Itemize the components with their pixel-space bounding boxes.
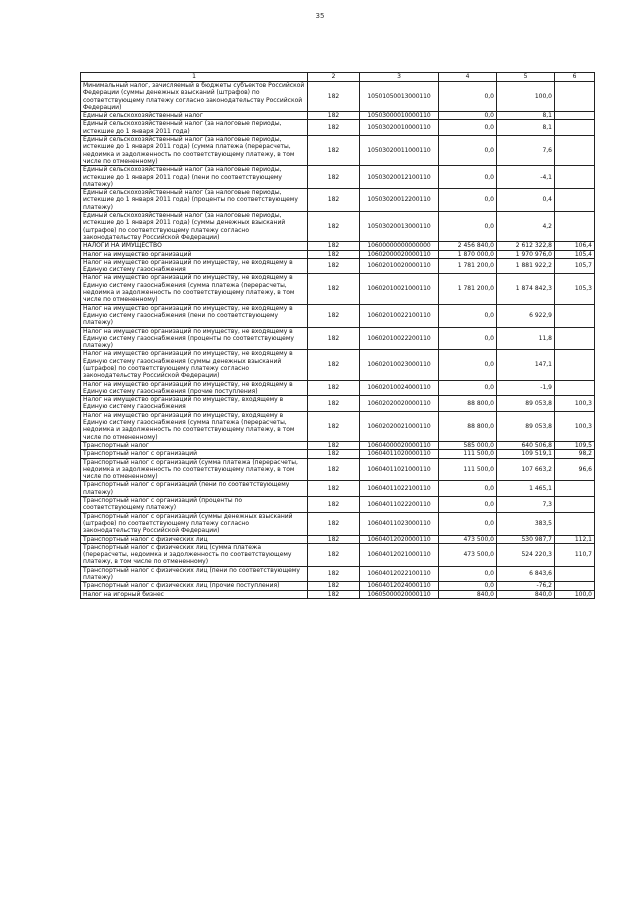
- table-row: [81, 304, 595, 327]
- row-budget-code: 10604012020000110: [360, 535, 439, 543]
- row-fact-value: 7,6: [497, 136, 555, 166]
- row-plan-value: 0,0: [439, 166, 497, 189]
- row-percent: [555, 380, 595, 396]
- row-fact-value: -76,2: [497, 582, 555, 590]
- table-row: [81, 166, 595, 189]
- column-number-3: 3: [360, 73, 439, 82]
- row-plan-value: 0,0: [439, 566, 497, 582]
- row-budget-code: 10604011022200110: [360, 497, 439, 513]
- row-budget-code: 10602010020000110: [360, 258, 439, 274]
- row-fact-value: 8,1: [497, 120, 555, 136]
- row-fact-value: 107 663,2: [497, 458, 555, 481]
- row-percent: [555, 112, 595, 120]
- row-plan-value: 0,0: [439, 327, 497, 350]
- row-admin-code: 182: [308, 535, 360, 543]
- revenue-table: [80, 72, 595, 599]
- row-percent: [555, 327, 595, 350]
- row-plan-value: 1 781 200,0: [439, 274, 497, 304]
- row-plan-value: 88 800,0: [439, 411, 497, 441]
- row-plan-value: 0,0: [439, 380, 497, 396]
- row-admin-code: 182: [308, 136, 360, 166]
- row-plan-value: 0,0: [439, 120, 497, 136]
- row-fact-value: 7,3: [497, 497, 555, 513]
- row-plan-value: 0,0: [439, 189, 497, 212]
- row-fact-value: 530 987,7: [497, 535, 555, 543]
- row-admin-code: 182: [308, 512, 360, 535]
- row-name: Транспортный налог с физических лиц (прочие поступления): [81, 582, 308, 590]
- row-plan-value: 2 456 840,0: [439, 242, 497, 250]
- table-row: [81, 189, 595, 212]
- row-percent: [555, 82, 595, 112]
- row-percent: 105,7: [555, 258, 595, 274]
- row-plan-value: 585 000,0: [439, 441, 497, 449]
- row-admin-code: 182: [308, 450, 360, 458]
- row-plan-value: 0,0: [439, 512, 497, 535]
- row-fact-value: 1 881 922,2: [497, 258, 555, 274]
- row-plan-value: 0,0: [439, 481, 497, 497]
- row-fact-value: 2 612 322,8: [497, 242, 555, 250]
- row-budget-code: 10604012022100110: [360, 566, 439, 582]
- row-name: Единый сельскохозяйственный налог (за налоговые периоды, истекшие до 1 января 2011 года) (сумма платежа (перерасчеты, недоимка и задолженность по соответствующему платежу, в том числе по отмененному): [81, 136, 308, 166]
- row-budget-code: 10604011021000110: [360, 458, 439, 481]
- row-admin-code: 182: [308, 242, 360, 250]
- column-number-row: [81, 73, 595, 82]
- row-budget-code: 10503020013000110: [360, 212, 439, 242]
- row-admin-code: 182: [308, 441, 360, 449]
- row-budget-code: 10602000020000110: [360, 250, 439, 258]
- row-percent: 109,5: [555, 441, 595, 449]
- row-fact-value: 4,2: [497, 212, 555, 242]
- row-name: Налог на игорный бизнес: [81, 590, 308, 598]
- row-budget-code: 10501050013000110: [360, 82, 439, 112]
- row-admin-code: 182: [308, 274, 360, 304]
- column-number-4: 4: [439, 73, 497, 82]
- row-budget-code: 10604011022100110: [360, 481, 439, 497]
- table-row: [81, 212, 595, 242]
- row-budget-code: 10600000000000000: [360, 242, 439, 250]
- table-row: [81, 566, 595, 582]
- row-plan-value: 111 500,0: [439, 450, 497, 458]
- row-admin-code: 182: [308, 189, 360, 212]
- row-percent: [555, 497, 595, 513]
- row-budget-code: 10503020012100110: [360, 166, 439, 189]
- table-row: [81, 242, 595, 250]
- column-number-6: 6: [555, 73, 595, 82]
- row-budget-code: 10503000010000110: [360, 112, 439, 120]
- row-budget-code: 10604012024000110: [360, 582, 439, 590]
- page-number: 35: [315, 12, 325, 20]
- row-budget-code: 10604011023000110: [360, 512, 439, 535]
- table-row: [81, 82, 595, 112]
- row-percent: [555, 212, 595, 242]
- table-row: [81, 396, 595, 412]
- row-fact-value: 640 506,8: [497, 441, 555, 449]
- row-plan-value: 88 800,0: [439, 396, 497, 412]
- row-fact-value: 524 220,3: [497, 543, 555, 566]
- row-name: Транспортный налог: [81, 441, 308, 449]
- table-row: [81, 350, 595, 380]
- column-number-5: 5: [497, 73, 555, 82]
- row-plan-value: 473 500,0: [439, 543, 497, 566]
- table-row: [81, 112, 595, 120]
- table-row: [81, 258, 595, 274]
- row-plan-value: 0,0: [439, 212, 497, 242]
- row-plan-value: 0,0: [439, 136, 497, 166]
- row-percent: 105,4: [555, 250, 595, 258]
- table-row: [81, 327, 595, 350]
- row-fact-value: 89 053,8: [497, 411, 555, 441]
- row-name: Налог на имущество организаций по имуществу, не входящему в Единую систему газоснабжения (пени по соответствующему платежу): [81, 304, 308, 327]
- row-name: Транспортный налог с организаций (суммы денежных взысканий (штрафов) по соответствующему платежу согласно законодательству Российской Федерации): [81, 512, 308, 535]
- row-admin-code: 182: [308, 481, 360, 497]
- row-plan-value: 0,0: [439, 82, 497, 112]
- table-row: [81, 411, 595, 441]
- row-budget-code: 10604011020000110: [360, 450, 439, 458]
- row-percent: [555, 582, 595, 590]
- row-admin-code: 182: [308, 327, 360, 350]
- row-budget-code: 10503020010000110: [360, 120, 439, 136]
- table-row: [81, 136, 595, 166]
- row-percent: [555, 189, 595, 212]
- row-fact-value: 8,1: [497, 112, 555, 120]
- row-percent: [555, 512, 595, 535]
- row-admin-code: 182: [308, 590, 360, 598]
- row-fact-value: 840,0: [497, 590, 555, 598]
- table-row: [81, 590, 595, 598]
- row-percent: 96,6: [555, 458, 595, 481]
- row-percent: [555, 136, 595, 166]
- row-name: Транспортный налог с организаций: [81, 450, 308, 458]
- row-name: Единый сельскохозяйственный налог: [81, 112, 308, 120]
- row-admin-code: 182: [308, 166, 360, 189]
- table-row: [81, 441, 595, 449]
- row-percent: [555, 304, 595, 327]
- row-percent: 110,7: [555, 543, 595, 566]
- row-percent: 105,3: [555, 274, 595, 304]
- row-fact-value: 147,1: [497, 350, 555, 380]
- row-admin-code: 182: [308, 582, 360, 590]
- row-name: Транспортный налог с физических лиц (сумма платежа (перерасчеты, недоимка и задолженность по соответствующему платежу, в том числе по отмененному): [81, 543, 308, 566]
- row-admin-code: 182: [308, 120, 360, 136]
- row-plan-value: 0,0: [439, 497, 497, 513]
- row-name: Налог на имущество организаций по имуществу, входящему в Единую систему газоснабжения: [81, 396, 308, 412]
- row-name: Налог на имущество организаций по имуществу, не входящему в Единую систему газоснабжения: [81, 258, 308, 274]
- row-fact-value: 89 053,8: [497, 396, 555, 412]
- table-row: [81, 274, 595, 304]
- row-name: Транспортный налог с организаций (сумма платежа (перерасчеты, недоимка и задолженность по соответствующему платежу, в том числе по отмененному): [81, 458, 308, 481]
- row-name: НАЛОГИ НА ИМУЩЕСТВО: [81, 242, 308, 250]
- row-admin-code: 182: [308, 380, 360, 396]
- row-name: Налог на имущество организаций по имуществу, входящему в Единую систему газоснабжения (сумма платежа (перерасчеты, недоимка и задолженность по соответствующему платежу, в том числе по отмененному): [81, 411, 308, 441]
- row-budget-code: 10602010022100110: [360, 304, 439, 327]
- row-budget-code: 10605000020000110: [360, 590, 439, 598]
- row-admin-code: 182: [308, 250, 360, 258]
- table-body: [81, 73, 595, 599]
- row-budget-code: 10604012021000110: [360, 543, 439, 566]
- row-plan-value: 1 781 200,0: [439, 258, 497, 274]
- row-name: Налог на имущество организаций по имуществу, не входящему в Единую систему газоснабжения (прочие поступления): [81, 380, 308, 396]
- row-fact-value: 1 465,1: [497, 481, 555, 497]
- row-admin-code: 182: [308, 112, 360, 120]
- row-budget-code: 10604000020000110: [360, 441, 439, 449]
- row-percent: [555, 566, 595, 582]
- table-row: [81, 450, 595, 458]
- row-admin-code: 182: [308, 212, 360, 242]
- row-name: Единый сельскохозяйственный налог (за налоговые периоды, истекшие до 1 января 2011 года): [81, 120, 308, 136]
- table-row: [81, 512, 595, 535]
- row-percent: [555, 350, 595, 380]
- table-row: [81, 481, 595, 497]
- row-fact-value: 6 922,9: [497, 304, 555, 327]
- row-admin-code: 182: [308, 350, 360, 380]
- row-budget-code: 10503020012200110: [360, 189, 439, 212]
- row-fact-value: 6 843,6: [497, 566, 555, 582]
- row-fact-value: -4,1: [497, 166, 555, 189]
- row-percent: [555, 166, 595, 189]
- row-name: Транспортный налог с организаций (проценты по соответствующему платежу): [81, 497, 308, 513]
- row-budget-code: 10602010023000110: [360, 350, 439, 380]
- row-fact-value: 109 519,1: [497, 450, 555, 458]
- table-row: [81, 582, 595, 590]
- row-fact-value: 0,4: [497, 189, 555, 212]
- table-row: [81, 250, 595, 258]
- row-plan-value: 473 500,0: [439, 535, 497, 543]
- row-percent: 100,0: [555, 590, 595, 598]
- row-fact-value: 1 970 976,0: [497, 250, 555, 258]
- row-name: Налог на имущество организаций по имуществу, не входящему в Единую систему газоснабжения (суммы денежных взысканий (штрафов) по соответствующему платежу согласно законодательству Российской Федерации): [81, 350, 308, 380]
- row-percent: [555, 481, 595, 497]
- row-admin-code: 182: [308, 458, 360, 481]
- table-row: [81, 535, 595, 543]
- row-fact-value: 383,5: [497, 512, 555, 535]
- row-name: Транспортный налог с физических лиц (пени по соответствующему платежу): [81, 566, 308, 582]
- row-admin-code: 182: [308, 543, 360, 566]
- row-budget-code: 10602010024000110: [360, 380, 439, 396]
- row-admin-code: 182: [308, 566, 360, 582]
- row-name: Налог на имущество организаций: [81, 250, 308, 258]
- row-budget-code: 10503020011000110: [360, 136, 439, 166]
- row-admin-code: 182: [308, 411, 360, 441]
- row-budget-code: 10602010021000110: [360, 274, 439, 304]
- row-percent: 112,1: [555, 535, 595, 543]
- row-fact-value: -1,9: [497, 380, 555, 396]
- row-admin-code: 182: [308, 396, 360, 412]
- row-name: Транспортный налог с физических лиц: [81, 535, 308, 543]
- row-percent: 106,4: [555, 242, 595, 250]
- row-name: Налог на имущество организаций по имуществу, не входящему в Единую систему газоснабжения (проценты по соответствующему платежу): [81, 327, 308, 350]
- row-plan-value: 0,0: [439, 582, 497, 590]
- row-percent: [555, 120, 595, 136]
- row-plan-value: 0,0: [439, 304, 497, 327]
- row-name: Единый сельскохозяйственный налог (за налоговые периоды, истекшие до 1 января 2011 года) (пени по соответствующему платежу): [81, 166, 308, 189]
- row-fact-value: 100,0: [497, 82, 555, 112]
- row-name: Единый сельскохозяйственный налог (за налоговые периоды, истекшие до 1 января 2011 года) (суммы денежных взысканий (штрафов) по соответствующему платежу согласно законодательству Российской Федерации): [81, 212, 308, 242]
- row-plan-value: 840,0: [439, 590, 497, 598]
- table-row: [81, 543, 595, 566]
- row-admin-code: 182: [308, 304, 360, 327]
- row-plan-value: 111 500,0: [439, 458, 497, 481]
- row-percent: 100,3: [555, 396, 595, 412]
- row-plan-value: 1 870 000,0: [439, 250, 497, 258]
- row-admin-code: 182: [308, 497, 360, 513]
- table-row: [81, 458, 595, 481]
- row-name: Минимальный налог, зачисляемый в бюджеты субъектов Российской Федерации (суммы денежных взысканий (штрафов) по соответствующему платежу согласно законодательству Российской Федерации): [81, 82, 308, 112]
- row-name: Транспортный налог с организаций (пени по соответствующему платежу): [81, 481, 308, 497]
- row-plan-value: 0,0: [439, 112, 497, 120]
- row-admin-code: 182: [308, 82, 360, 112]
- row-budget-code: 10602020020000110: [360, 396, 439, 412]
- row-admin-code: 182: [308, 258, 360, 274]
- row-percent: 100,3: [555, 411, 595, 441]
- column-number-2: 2: [308, 73, 360, 82]
- table-row: [81, 380, 595, 396]
- row-budget-code: 10602020021000110: [360, 411, 439, 441]
- row-budget-code: 10602010022200110: [360, 327, 439, 350]
- row-percent: 98,2: [555, 450, 595, 458]
- row-name: Единый сельскохозяйственный налог (за налоговые периоды, истекшие до 1 января 2011 года) (проценты по соответствующему платежу): [81, 189, 308, 212]
- row-fact-value: 1 874 842,3: [497, 274, 555, 304]
- table-row: [81, 120, 595, 136]
- row-plan-value: 0,0: [439, 350, 497, 380]
- table-row: [81, 497, 595, 513]
- row-fact-value: 11,8: [497, 327, 555, 350]
- column-number-1: 1: [81, 73, 308, 82]
- row-name: Налог на имущество организаций по имуществу, не входящему в Единую систему газоснабжения (сумма платежа (перерасчеты, недоимка и задолженность по соответствующему платежу, в том числе по отмененному): [81, 274, 308, 304]
